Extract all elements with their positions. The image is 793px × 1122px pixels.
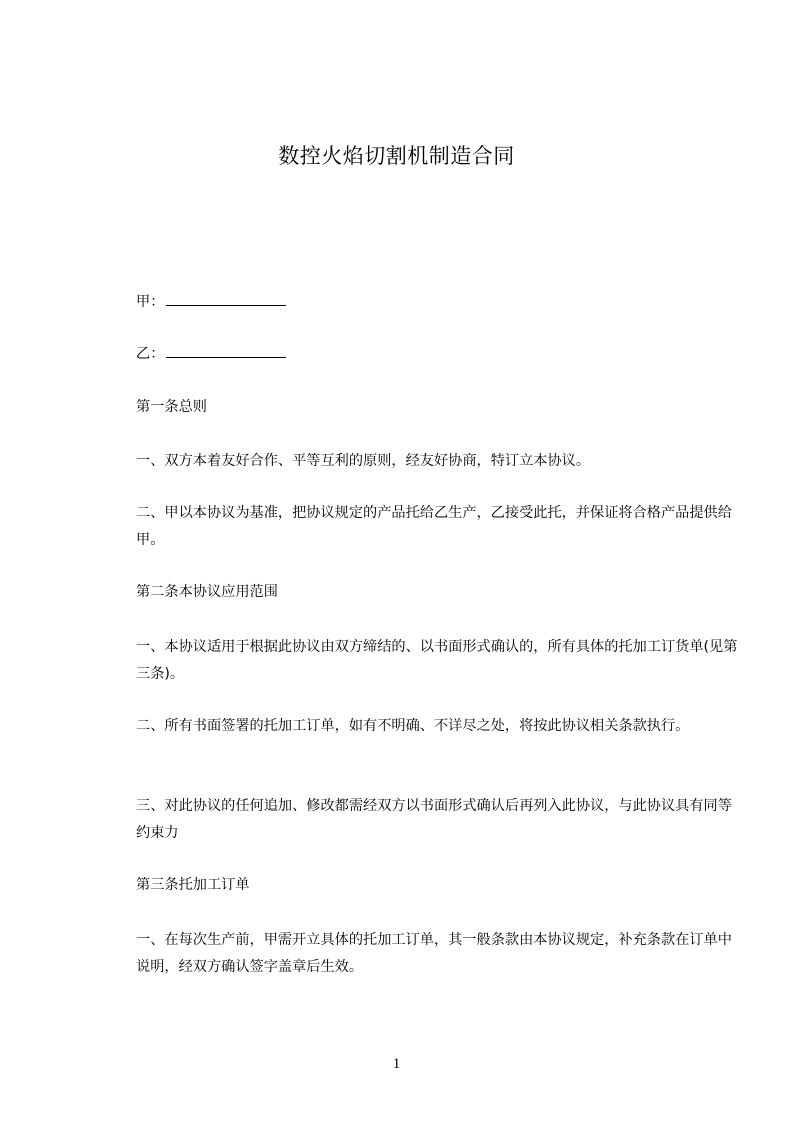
document-title: 数控火焰切割机制造合同 [278, 144, 515, 168]
clause-paragraph: 一、本协议适用于根据此协议由双方缔结的、以书面形式确认的，所有具体的托加工订货单(见第三条)。 [136, 639, 738, 682]
clause-paragraph: 二、所有书面签署的托加工订单，如有不明确、不详尽之处，将按此协议相关条款执行。 [136, 718, 690, 734]
clause-paragraph: 一、在每次生产前，甲需开立具体的托加工订单，其一般条款由本协议规定，补充条款在订单中说明，经双方确认签字盖章后生效。 [136, 932, 732, 975]
clause-paragraph: 一、双方本着友好合作、平等互利的原则，经友好协商，特订立本协议。 [136, 453, 591, 469]
party-b-label: 乙： [136, 346, 165, 362]
party-a-line [136, 291, 286, 312]
section-heading-2: 第二条本协议应用范围 [136, 584, 278, 600]
section-heading-3: 第三条托加工订单 [136, 877, 250, 893]
section-heading-1: 第一条总则 [136, 399, 207, 415]
party-a-blank [166, 291, 286, 306]
party-b-line [136, 343, 286, 364]
party-a-label: 甲： [136, 294, 165, 310]
party-b-blank [166, 343, 286, 358]
page-number: 1 [392, 1056, 401, 1072]
clause-paragraph: 二、甲以本协议为基准，把协议规定的产品托给乙生产，乙接受此托，并保证将合格产品提供给甲。 [136, 505, 732, 548]
clause-paragraph: 三、对此协议的任何追加、修改都需经双方以书面形式确认后再列入此协议，与此协议具有同等约束力 [136, 798, 732, 841]
